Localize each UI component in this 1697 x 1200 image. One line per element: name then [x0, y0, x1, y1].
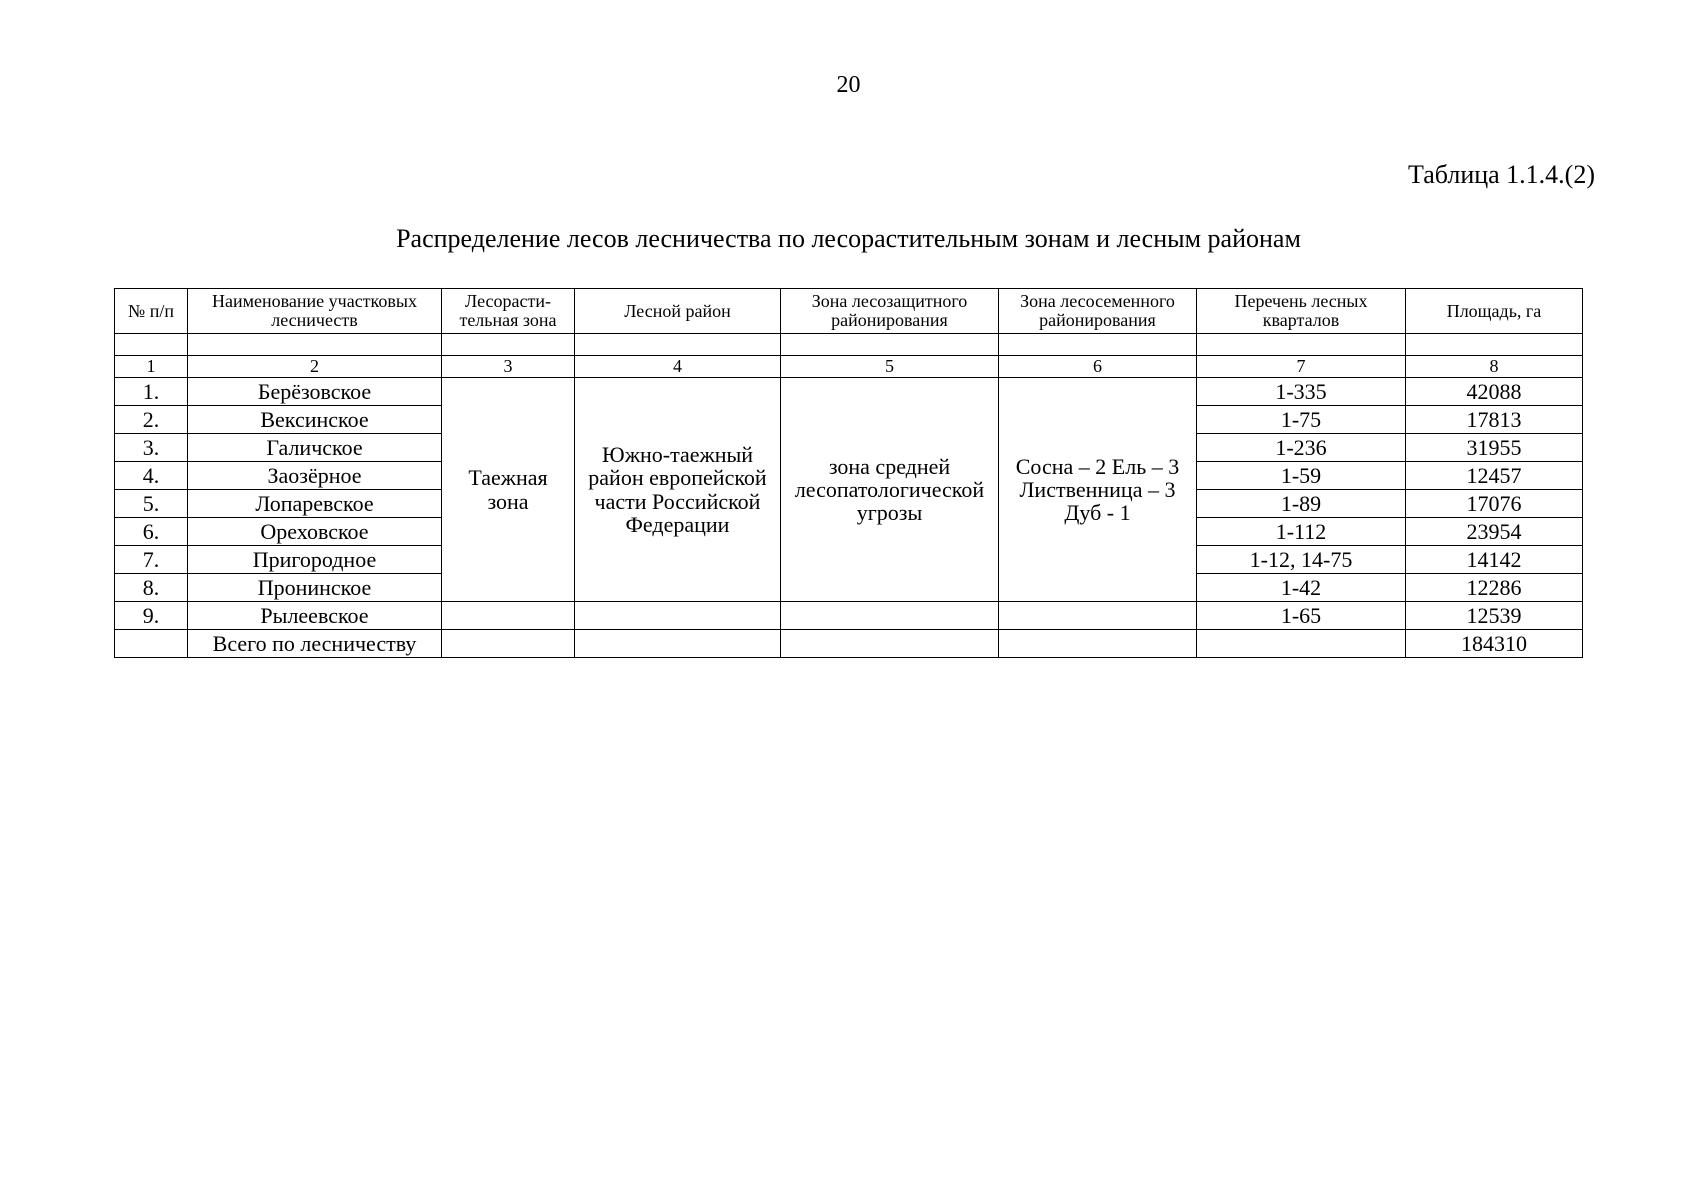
row-number: 7. [115, 546, 188, 574]
header-cell-zone: Лесорасти-тельная зона [442, 289, 575, 334]
forestry-name: Галичское [188, 434, 442, 462]
header-row [115, 289, 1583, 334]
column-number: 8 [1406, 356, 1583, 378]
column-number: 2 [188, 356, 442, 378]
header-cell-district: Лесной район [575, 289, 781, 334]
area-cell: 42088 [1406, 378, 1583, 406]
quarters-cell: 1-75 [1197, 406, 1406, 434]
header-cell-seed-zone: Зона лесосеменного районирования [999, 289, 1197, 334]
row-number: 4. [115, 462, 188, 490]
forestry-name: Пригородное [188, 546, 442, 574]
quarters-cell: 1-65 [1197, 602, 1406, 630]
row-number: 8. [115, 574, 188, 602]
forestry-name: Заозёрное [188, 462, 442, 490]
table-label: Таблица 1.1.4.(2) [1407, 160, 1595, 189]
area-cell: 12539 [1406, 602, 1583, 630]
quarters-cell: 1-236 [1197, 434, 1406, 462]
row-number: 1. [115, 378, 188, 406]
total-label: Всего по лесничеству [188, 630, 442, 658]
document-title: Распределение лесов лесничества по лесорастительным зонам и лесным районам [396, 224, 1301, 253]
column-number: 1 [115, 356, 188, 378]
quarters-cell: 1-112 [1197, 518, 1406, 546]
column-numbers-row [115, 356, 1583, 378]
row-number: 2. [115, 406, 188, 434]
area-cell: 17813 [1406, 406, 1583, 434]
total-row [115, 630, 1583, 658]
forestry-name: Пронинское [188, 574, 442, 602]
header-cell-name: Наименование участковых лесничеств [188, 289, 442, 334]
quarters-cell: 1-42 [1197, 574, 1406, 602]
merged-protection-zone-cell: зона средней лесопатологической угрозы [781, 378, 999, 602]
row-number: 5. [115, 490, 188, 518]
header-cell-quarters: Перечень лесных кварталов [1197, 289, 1406, 334]
area-cell: 14142 [1406, 546, 1583, 574]
area-cell: 17076 [1406, 490, 1583, 518]
column-number: 4 [575, 356, 781, 378]
blank-row [115, 334, 1583, 356]
page-number: 20 [836, 72, 861, 98]
forestry-name: Ореховское [188, 518, 442, 546]
forestry-name: Лопаревское [188, 490, 442, 518]
forestry-name: Берёзовское [188, 378, 442, 406]
row-number: 9. [115, 602, 188, 630]
column-number: 3 [442, 356, 575, 378]
area-cell: 23954 [1406, 518, 1583, 546]
merged-district-cell: Южно-таежный район европейской части Российской Федерации [575, 378, 781, 602]
header-cell-protection-zone: Зона лесозащитного районирования [781, 289, 999, 334]
area-cell: 31955 [1406, 434, 1583, 462]
header-cell-number: № п/п [115, 289, 188, 334]
area-cell: 12286 [1406, 574, 1583, 602]
area-cell: 12457 [1406, 462, 1583, 490]
column-number: 6 [999, 356, 1197, 378]
row-number: 6. [115, 518, 188, 546]
quarters-cell: 1-335 [1197, 378, 1406, 406]
merged-seed-zone-cell: Сосна – 2 Ель – 3 Лиственница – 3 Дуб - 1 [999, 378, 1197, 602]
forestry-name: Рылеевское [188, 602, 442, 630]
quarters-cell: 1-12, 14-75 [1197, 546, 1406, 574]
column-number: 5 [781, 356, 999, 378]
table-row [115, 378, 1583, 406]
total-area: 184310 [1406, 630, 1583, 658]
quarters-cell: 1-89 [1197, 490, 1406, 518]
header-cell-area: Площадь, га [1406, 289, 1583, 334]
column-number: 7 [1197, 356, 1406, 378]
row-number: 3. [115, 434, 188, 462]
quarters-cell: 1-59 [1197, 462, 1406, 490]
forest-distribution-table [114, 288, 1583, 658]
table-row [115, 602, 1583, 630]
forestry-name: Вексинское [188, 406, 442, 434]
merged-zone-cell: Таежная зона [442, 378, 575, 602]
